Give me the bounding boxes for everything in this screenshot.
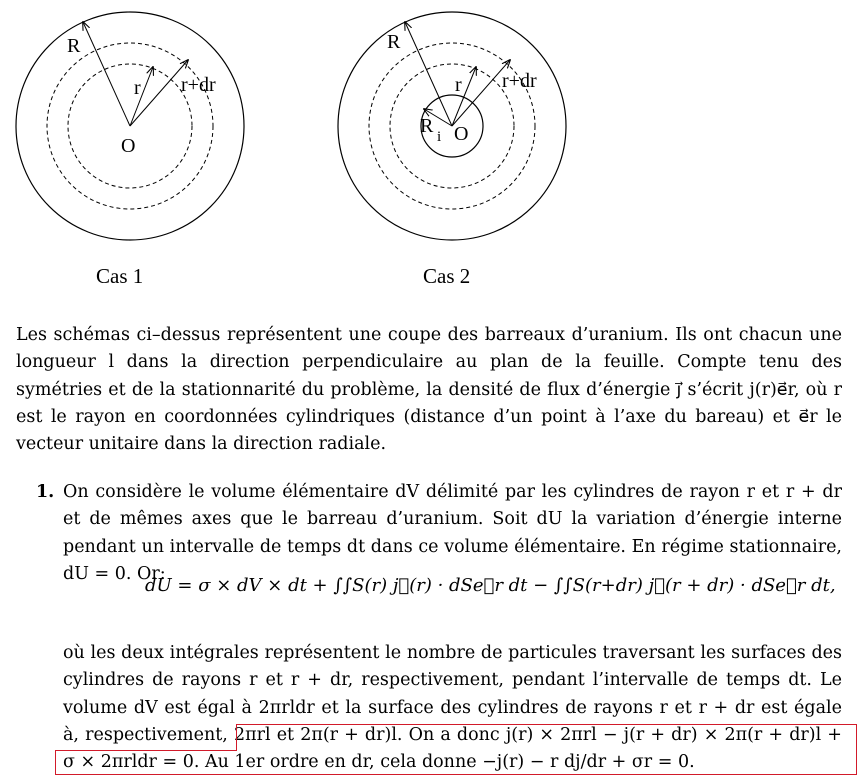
case1-label-r: r <box>134 77 141 99</box>
case2-diagram <box>338 12 566 240</box>
question-1 <box>36 479 842 588</box>
case2-label-R: R <box>387 31 401 53</box>
continuation-text: où les deux intégrales représentent le nombre de particules traversant les surfaces des cylindres de rayons r et r + dr, respectivement, pendant l’intervalle de temps dt. Le volume dV est égal à 2πrldr et la surface des cylindres de rayons r et r + dr est égale à, respectivement, 2πrl et 2π(r + dr)l. <box>63 643 842 745</box>
case1-R-arrow <box>83 22 130 126</box>
item-number: 1. <box>36 482 55 502</box>
case2-label-Ri-subscript: i <box>437 129 442 145</box>
case1-label-O: O <box>121 135 136 157</box>
case2-label-O: O <box>454 123 469 145</box>
intro-paragraph: Les schémas ci–dessus représentent une coupe des barreaux d’uranium. Ils ont chacun une longueur l dans la direction perpendiculaire au plan de la feuille. Compte tenu des symétries et de la stationnarité du problème, la densité de flux d’énergie j⃗ s’écrit j(r)e⃗r, où r est le rayon en coordonnées cylindriques (distance d’un point à l’axe du bareau) et e⃗r le vecteur unitaire dans la direction radiale. <box>16 325 842 455</box>
case2-label-rdr: r+dr <box>502 70 537 92</box>
case2-caption: Cas 2 <box>423 264 471 288</box>
continuation-paragraph <box>63 640 842 776</box>
highlighted-text: On a donc j(r) × 2πrl − j(r + dr) × 2π(r + dr)l + σ × 2πrldr = 0. Au 1er ordre en dr, cela donne −j(r) − r dj/dr + σr = 0. <box>63 724 842 773</box>
case1-label-R: R <box>67 35 81 57</box>
case2-R-arrow <box>405 22 452 126</box>
case2-label-r: r <box>455 74 462 96</box>
case1-label-rdr: r+dr <box>181 74 216 96</box>
case2-label-Ri: R <box>420 115 434 137</box>
item-text: On considère le volume élémentaire dV délimité par les cylindres de rayon r et r + dr et de mêmes axes que le barreau d’uranium. Soit dU la variation d’énergie interne pendant un intervalle de temps dt dans ce volume élémentaire. En régime stationnaire, dU = 0. Or: <box>63 482 842 584</box>
case1-caption: Cas 1 <box>96 264 144 288</box>
equation-dU: dU = σ × dV × dt + ∫∫S(r) j⃗(r) · dSe⃗r dt − ∫∫S(r+dr) j⃗(r + dr) · dSe⃗r dt, <box>145 575 836 596</box>
case1-diagram <box>16 12 244 240</box>
